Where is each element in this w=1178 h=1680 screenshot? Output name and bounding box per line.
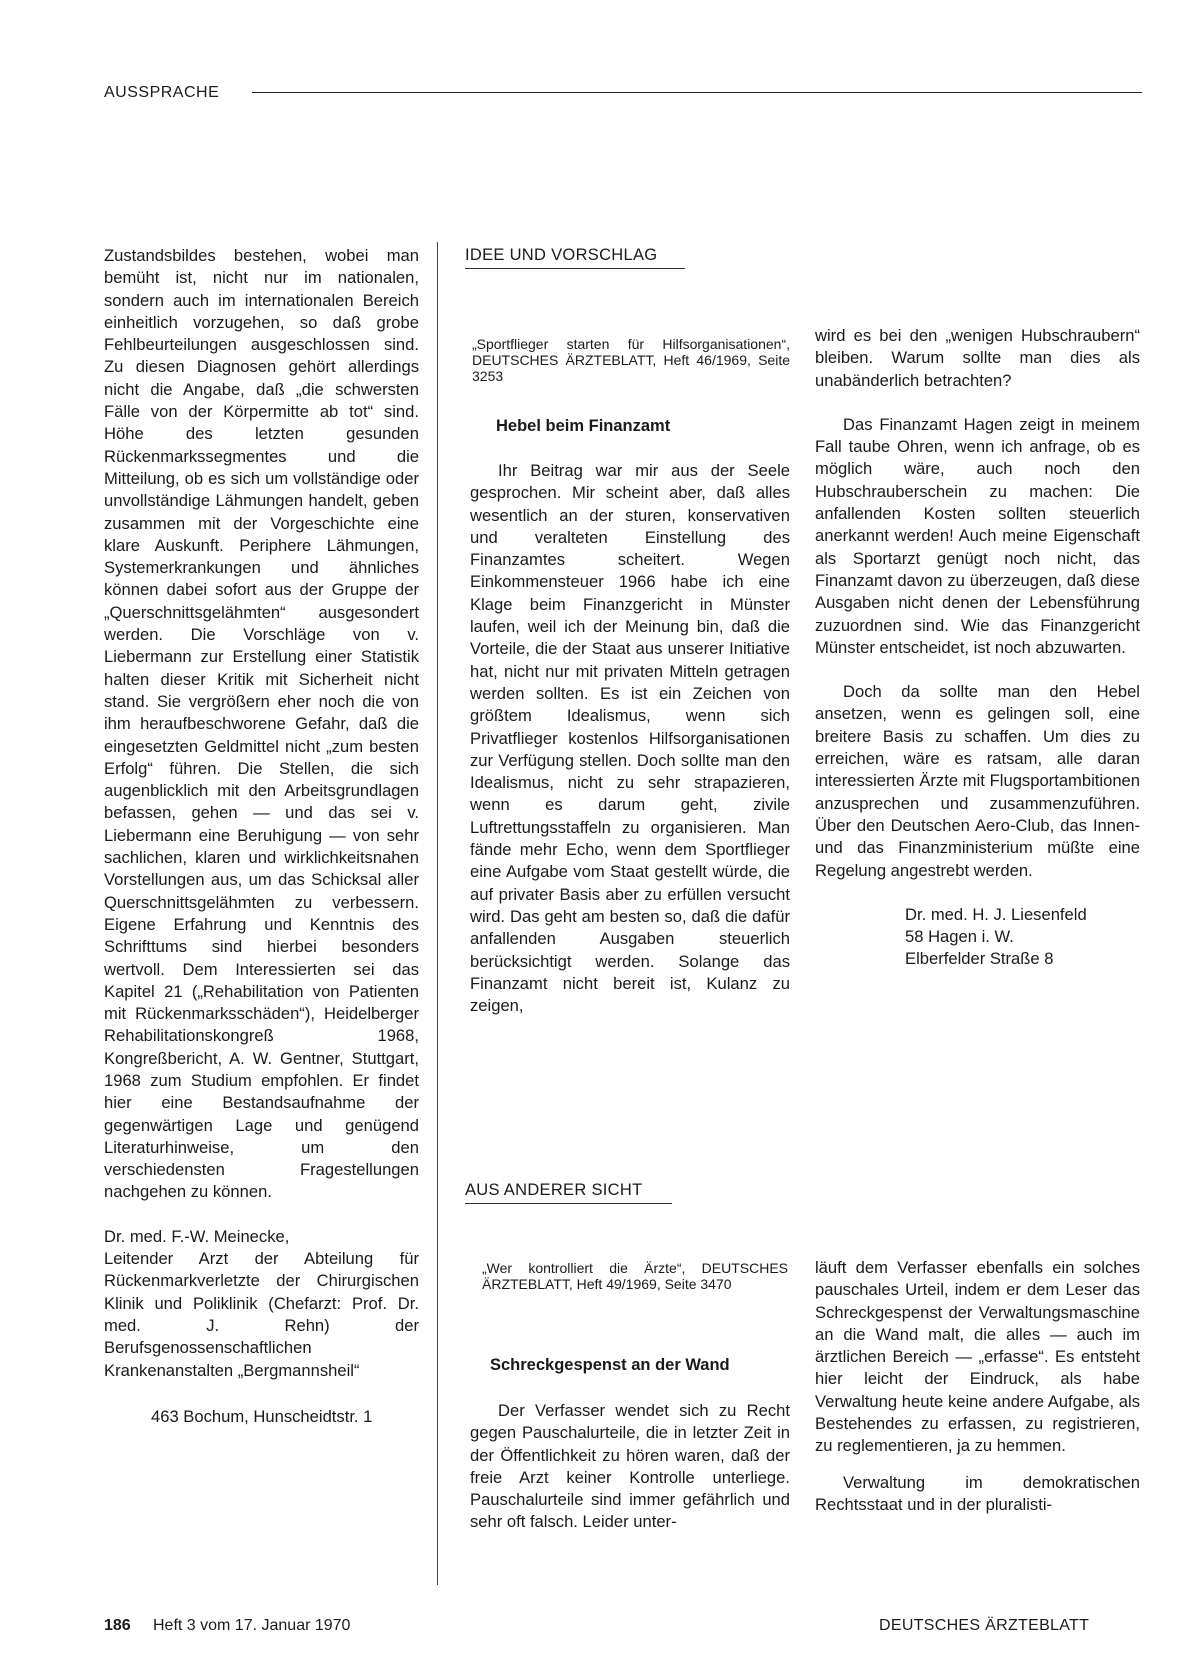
section-heading-aus-anderer-sicht: AUS ANDERER SICHT [465,1181,672,1204]
article1-paragraph: Doch da sollte man den Hebel ansetzen, wenn es gelingen soll, eine breitere Basis zu schaffen. Um dies zu erreichen, wäre es ratsam, alle daran interessierten Ärzte mit Flugsportambitionen anzusprechen und zusammenzuführen. Über den Deutschen Aero-Club, das Innen- und das Finanzministerium müßte eine Regelung angestrebt werden. [815,682,1140,880]
issue-info: Heft 3 vom 17. Januar 1970 [153,1617,351,1634]
signature-name: Dr. med. H. J. Liesenfeld [905,904,1087,924]
article1-paragraph: wird es bei den „wenigen Hubschraubern“ bleiben. Warum sollte man dies als unabänderlich betrachten? [815,326,1140,390]
page-number: 186 [104,1617,131,1634]
article1-column2 [815,325,1140,971]
section-label: AUSSPRACHE [104,84,220,101]
left-address: 463 Bochum, Hunscheidtstr. 1 [151,1406,373,1426]
article2-column1 [470,1400,790,1534]
article-title-hebel: Hebel beim Finanzamt [496,417,671,435]
header-rule [252,92,1142,93]
left-author: Dr. med. F.-W. Meinecke, [104,1226,290,1246]
citation-kontrolle: „Wer kontrolliert die Ärzte“, DEUTSCHES ÄRZTEBLATT, Heft 49/1969, Seite 3470 [482,1260,788,1292]
article2-column2 [815,1257,1140,1516]
citation-sportflieger: „Sportflieger starten für Hilfsorganisationen“, DEUTSCHES ÄRZTEBLATT, Heft 46/1969, Seite 3253 [472,336,790,384]
article2-paragraph: läuft dem Verfasser ebenfalls ein solches pauschales Urteil, indem er dem Leser das Schreckgespenst der Verwaltungsmaschine an die Wand malt, die alles — auch im ärztlichen Bereich — „erfasse“. Es entsteht hier leicht der Eindruck, als habe Verwaltung heute keine andere Aufgabe, als Bestehendes zu erfassen, zu registrieren, zu reglementieren, ja zu hemmen. [815,1258,1140,1456]
article-title-schreckgespenst: Schreckgespenst an der Wand [490,1356,730,1374]
article1-column1 [470,460,790,1017]
signature-street: Elberfelder Straße 8 [905,949,1054,969]
left-affiliation: Leitender Arzt der Abteilung für Rückenmarkverletzte der Chirurgischen Klinik und Poliklinik (Chefarzt: Prof. Dr. med. J. Rehn) der Berufsgenossenschaftlichen Krankenanstalten „Bergmannsheil“ [104,1249,419,1380]
signature-city: 58 Hagen i. W. [905,927,1014,947]
section-heading-idee: IDEE UND VORSCHLAG [465,246,685,269]
article1-paragraph: Das Finanzamt Hagen zeigt in meinem Fall taube Ohren, wenn ich anfrage, ob es möglich wäre, auch noch den Hubschrauberschein zu machen: Die anfallenden Kosten sollten steuerlich anerkannt werden! Auch meine Eigenschaft als Sportarzt genügt noch nicht, das Finanzamt davon zu überzeugen, daß diese Ausgaben nicht denen der Lebensführung zuzuordnen sind. Wie das Finanzgericht Münster entscheidet, ist noch abzuwarten. [815,414,1140,657]
column-divider [437,242,438,1585]
left-body-text: Zustandsbildes bestehen, wobei man bemüht ist, nicht nur im nationalen, sondern auch im internationalen Bereich einheitlich vorzugehen, so daß grobe Fehlbeurteilungen ausgeschlossen sind. Zu diesen Diagnosen gehört allerdings nicht die Angabe, daß „die schwersten Fälle von der Körpermitte ab tot“ sind. Höhe des letzten gesunden Rückenmarkssegmentes und die Mitteilung, ob es sich um vollständige oder unvollständige Lähmungen handelt, geben zusammen mit der Vorgeschichte eine klare Auskunft. Periphere Lähmungen, Systemerkrankungen und ähnliches können dabei sofort aus der Gruppe der „Querschnittsgelähmten“ ausgesondert werden. Die Vorschläge von v. Liebermann zur Erstellung einer Statistik halten dieser Kritik mit Sicherheit nicht stand. Sie vergrößern eher noch die von ihm heraufbeschworene Gefahr, daß die eingesetzten Geldmittel nicht „zum besten Erfolg“ führen. Die Stellen, die sich augenblicklich mit den Arbeitsgrundlagen befassen, gehen — und das sei v. Liebermann eine Beruhigung — von sehr sachlichen, klaren und wirklichkeitsnahen Vorstellungen aus, um das Schicksal aller Querschnittsgelähmten zu verbessern. Eigene Erfahrung und Kenntnis des Schrifttums sind hierbei besonders wertvoll. Dem Interessierten sei das Kapitel 21 („Rehabilitation von Patienten mit Rückenmarksschäden“), Heidelberger Rehabilitationskongreß 1968, Kongreßbericht, A. W. Gentner, Stuttgart, 1968 zum Studium empfohlen. Er findet hier eine Bestandsaufnahme der gegenwärtigen Lage und genügend Literaturhinweise, um den verschiedensten Fragestellungen nachgehen zu können. [104,246,419,1202]
left-column [104,245,419,1428]
journal-name: DEUTSCHES ÄRZTEBLATT [879,1617,1090,1634]
article2-paragraph: Der Verfasser wendet sich zu Recht gegen Pauschalurteile, die in letzter Zeit in der Öffentlichkeit zu hören waren, daß der freie Arzt keiner Kontrolle unterliege. Pauschalurteile sind immer gefährlich und sehr oft falsch. Leider unter- [470,1401,790,1532]
article1-paragraph: Ihr Beitrag war mir aus der Seele gesprochen. Mir scheint aber, daß alles wesentlich an der sturen, konservativen und veralteten Einstellung des Finanzamtes scheitert. Wegen Einkommensteuer 1966 habe ich eine Klage beim Finanzgericht in Münster laufen, weil ich der Meinung bin, daß die Vorteile, die der Staat aus unserer Initiative hat, nicht nur mit privaten Mitteln getragen werden sollten. Es ist ein Zeichen von größtem Idealismus, wenn sich Privatflieger kostenlos Hilfsorganisationen zur Verfügung stellen. Doch sollte man den Idealismus, nicht zu sehr strapazieren, wenn es darum geht, zivile Luftrettungsstaffeln zu organisieren. Man fände mehr Echo, wenn dem Sportflieger eine Aufgabe vom Staat gestellt würde, die auf privater Basis aber zu erfüllen versucht wird. Das geht am besten so, daß die dafür anfallenden Ausgaben steuerlich berücksichtigt werden. Solange das Finanzamt nicht bereit ist, Kulanz zu zeigen, [470,461,790,1016]
article2-paragraph: Verwaltung im demokratischen Rechtsstaat und in der pluralisti- [815,1472,1140,1514]
